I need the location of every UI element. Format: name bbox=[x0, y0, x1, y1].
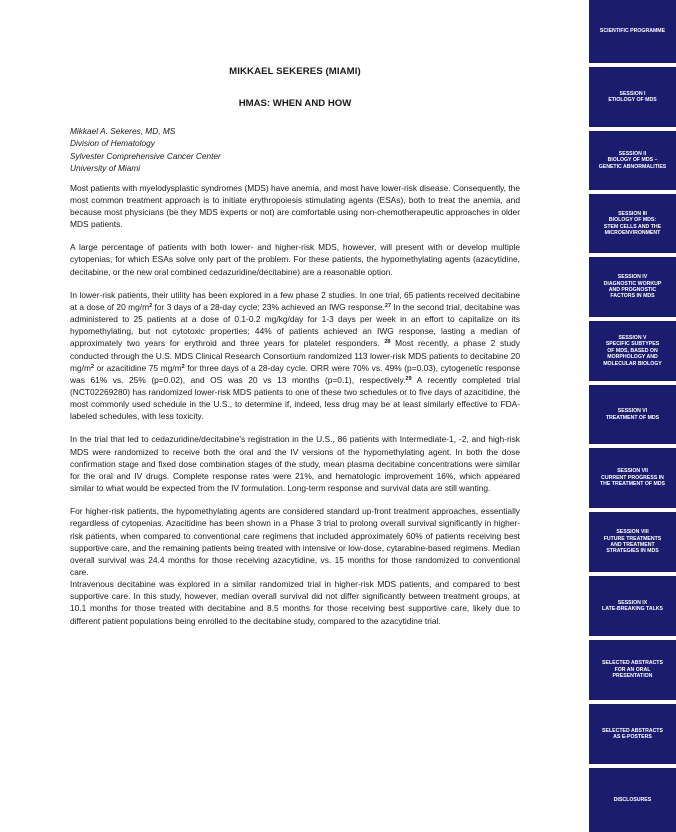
text-run: for 3 days of a 28-day cycle; 23% achieved an IWG response. bbox=[152, 301, 385, 312]
author-center: Sylvester Comprehensive Cancer Center bbox=[70, 150, 221, 161]
article bbox=[70, 66, 520, 638]
nav-abstracts-oral[interactable] bbox=[589, 640, 676, 700]
nav-session-2[interactable] bbox=[589, 131, 676, 190]
nav-label: SESSION VI TREATMENT OF MDS bbox=[605, 408, 660, 421]
paragraph-5: For higher-risk patients, the hypomethylating agents are considered standard up-front treatment approaches, essentially regardless of cytopenias. Azacitidine has been shown in a Phase 3 trial to prolong overall survival significantly in higher-risk patients, when compared to conventional care regimens that included approximately 60% of patients receiving best supportive care, and the remaining patients being treated with intensive or low-dose, cytarabine-based regimens. Median overall survival was 24.4 months for those receiving azacytidine, vs. 15 months for those randomized to conventional care. bbox=[70, 506, 520, 577]
nav-session-5[interactable] bbox=[589, 321, 676, 381]
paragraph-1: Most patients with myelodysplastic syndromes (MDS) have anemia, and most have lower-risk disease. Consequently, the most common treatment approach is to initiate erythropoiesis stimulating agents (ESAs), both to treat the anemia, and because most physicians (be they MDS experts or not) are comfortable using non-chemotherapeutic approaches in older MDS patients. bbox=[70, 182, 520, 230]
nav-label: SESSION IX LATE-BREAKING TALKS bbox=[602, 599, 663, 612]
text-run: Most recently, a phase 2 study conducted through the U.S. MDS Clinical Research Consortium randomized 113 lower-risk MDS patients to decitabine 20 mg/m bbox=[70, 338, 520, 373]
author-name: Mikkael A. Sekeres, MD, MS bbox=[70, 126, 176, 136]
author-university: University of Miami bbox=[70, 163, 141, 174]
text-run: In the second trial, decitabine was administered to 25 patients at a dose of 0.1-0.2 mg/kg/day for 1-3 days per week in an effort to capitalize on its hypomethylating, but not cytotoxic properties; 44% of patients achieved an IWG response, lasting a median of approximately two years for erythroid and three years for platelet responders. bbox=[70, 301, 520, 349]
nav-disclosures[interactable] bbox=[589, 768, 676, 832]
nav-label: SESSION IV DIAGNOSTIC WORKUP AND PROGNOSTIC FACTORS IN MDS bbox=[603, 274, 662, 300]
nav-label: SESSION III BIOLOGY OF MDS: STEM CELLS AND THE MICROENVIRONMENT bbox=[603, 210, 662, 236]
superscript: 2 bbox=[90, 363, 94, 370]
nav-label: SESSION V SPECIFIC SUBTYPES OF MDS, BASED ON MORPHOLOGY AND MOLECULAR BIOLOGY bbox=[603, 334, 662, 367]
nav-session-9[interactable] bbox=[589, 576, 676, 636]
author-block bbox=[70, 125, 520, 175]
nav-abstracts-eposters[interactable] bbox=[589, 704, 676, 764]
nav-session-3[interactable] bbox=[589, 194, 676, 253]
session-sidebar bbox=[589, 0, 676, 832]
paragraph-6: Intravenous decitabine was explored in a similar randomized trial in higher-risk MDS patients, and compared to best supportive care. In this study, however, median overall survival did not differ significantly between treatment groups, at 10.1 months for those treated with decitabine and 8.5 months for those receiving best supportive care, likely due to different patient populations being enrolled to the decitabine study, compared to the azacytidine trial. bbox=[70, 579, 520, 626]
reference-29: 29 bbox=[405, 375, 412, 382]
nav-label: SESSION VIII FUTURE TREATMENTS AND TREATMENT STRATEGIES IN MDS bbox=[603, 529, 662, 555]
nav-session-1[interactable] bbox=[589, 67, 676, 127]
nav-label: SESSION I ETIOLOGY OF MDS bbox=[608, 90, 657, 103]
nav-scientific-programme[interactable] bbox=[589, 0, 676, 63]
talk-title: HMAS: WHEN AND HOW bbox=[238, 98, 352, 109]
paragraph-2: A large percentage of patients with both lower- and higher-risk MDS, however, will present with or develop multiple cytopenias, for which ESAs solve only part of the problem. For these patients, the hypomethylating agents (azacytidine, decitabine, or the new oral combined cedazuridine/decitabine) are a reasonable option. bbox=[70, 242, 520, 277]
reference-28: 28 bbox=[384, 339, 391, 346]
nav-label: DISCLOSURES bbox=[613, 796, 652, 803]
text-run: In lower-risk patients, their utility has been explored in a few phase 2 studies. In one trial, 65 patients received decitabine at a dose of 20 mg/m bbox=[70, 289, 520, 312]
nav-session-7[interactable] bbox=[589, 448, 676, 508]
superscript: 2 bbox=[181, 363, 185, 370]
paragraph-3 bbox=[70, 289, 520, 423]
author-division: Division of Hematology bbox=[70, 138, 155, 149]
paragraph-4: In the trial that led to cedazuridine/decitabine's registration in the U.S., 86 patients with Intermediate-1, -2, and high-risk MDS were randomized to receive both the oral and the IV versions of the hypomethylating agent. In both the dose confirmation stage and fixed dose combination stages of the study, mean plasma decitabine concentrations were similar for the oral and IV drugs. Complete response rates were 21%, and hematologic improvement 16%, which appeared similar to what would be expected from the IV formulation. Long-term response and survival data are still wanting. bbox=[70, 434, 520, 494]
superscript: 2 bbox=[149, 302, 153, 309]
nav-session-6[interactable] bbox=[589, 385, 676, 444]
reference-27: 27 bbox=[384, 302, 392, 309]
nav-session-8[interactable] bbox=[589, 512, 676, 572]
nav-label: SESSION VII CURRENT PROGRESS IN THE TREATMENT OF MDS bbox=[599, 468, 666, 488]
speaker-heading: MIKKAEL SEKERES (MIAMI) bbox=[229, 66, 361, 77]
nav-label: SELECTED ABSTRACTS AS E-POSTERS bbox=[602, 727, 663, 740]
nav-label: SELECTED ABSTRACTS FOR AN ORAL PRESENTATION bbox=[602, 660, 663, 680]
nav-label: SESSION II BIOLOGY OF MDS – GENETIC ABNORMALITIES bbox=[598, 150, 667, 170]
text-run: A recently completed trial (NCT02269280) has randomized lower-risk MDS patients to one of these two schedules or to five days of azacitidine, the most commonly used schedule in the U.S., to determine if, indeed, less drug may be at least similarly effective to FDA-labeled schedules, with less toxicity. bbox=[70, 374, 520, 422]
text-run: for three days of a 28-day cycle. ORR were 70% vs. 49% (p=0.03), cytogenetic response was 61% vs. 25% (p=0.02), and OS was 20 vs 13 months (p=0.1), respectively. bbox=[70, 362, 520, 385]
text-run: or azacitidine 75 mg/m bbox=[94, 362, 182, 373]
nav-session-4[interactable] bbox=[589, 257, 676, 317]
nav-label: SCIENTIFIC PROGRAMME bbox=[599, 28, 666, 35]
